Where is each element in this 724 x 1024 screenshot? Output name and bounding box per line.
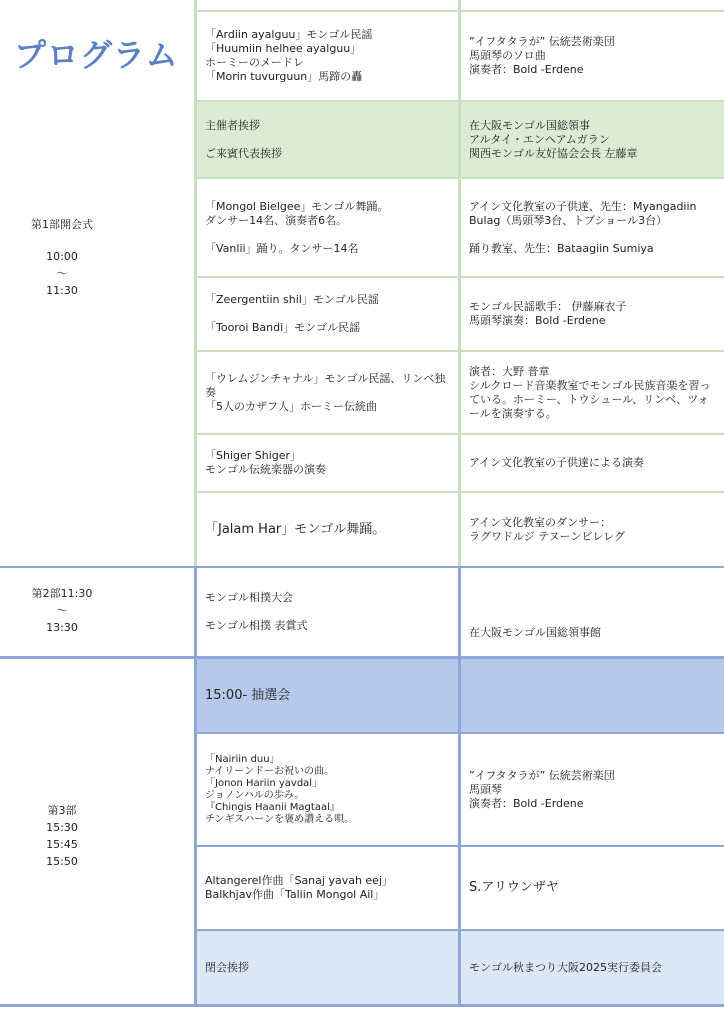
part1-row4-program: 「Zeergentiin shil」モンゴル民謡 「Tooroi Bandi」モンゴル民謡 <box>205 293 379 334</box>
part1-row2-program: 主催者挨拶 ご来賓代表挨拶 <box>205 118 282 160</box>
part1-row7-performer: アイン文化教室のダンサー： ラグワドルジ テヌーンビレレグ <box>469 515 625 543</box>
part3-row1-performer: ”イフタタラが” 伝統芸術楽団 馬頭琴 演奏者：Bold -Erdene <box>469 768 615 810</box>
part3-label: 第3部 15:30 15:45 15:50 <box>46 804 78 868</box>
part1-row6-performer: アイン文化教室の子供達による演奏 <box>469 456 645 469</box>
part1-row6-program: 「Shiger Shiger」 モンゴル伝統楽器の演奏 <box>205 449 326 476</box>
part2-program: モンゴル相撲大会 モンゴル相撲 表賞式 <box>205 591 308 632</box>
part3-row2-performer: S.アリウンザヤ <box>469 880 559 895</box>
part1-row7-program: 「Jalam Har」モンゴル舞踊。 <box>205 521 386 537</box>
part1-row3-program: 「Mongol Bielgee」モンゴル舞踊。 ダンサー14名、演奏者6名。 「Vanlii」踊り。タンサー14名 <box>205 199 389 255</box>
part1-row2-performer: 在大阪モンゴル国総領事 アルタイ・エンヘアムガラン 関西モンゴル友好協会会長 左藤章 <box>469 118 638 160</box>
closing-program: 閉会挨拶 <box>205 960 249 974</box>
part1-row1-program: 「Ardiin ayalguu」モンゴル民謡 「Huumiin helhee ayalguu」 ホーミーのメードレ 「Morin tuvurguun」馬蹄の轟 <box>205 28 373 83</box>
part1-row5-performer: 演者：大野 普章 シルクロード音楽教室でモンゴル民族音楽を習っている。ホーミー、トウシュール、リンベ、ツォールを演奏する。 <box>469 364 711 420</box>
part1-row1-performer: ”イフタタラが” 伝統芸術楽団 馬頭琴のソロ曲 演奏者：Bold -Erdene <box>469 35 615 76</box>
part3-row2-program: Altangerel作曲「Sanaj yavah eej」 Balkhjav作曲「Taliin Mongol Ail」 <box>205 874 394 901</box>
part1-row3-performer: アイン文化教室の子供達、先生：Myangadiin Bulag（馬頭琴3台、トブショール3台） 踊り教室、先生：Bataagiin Sumiya <box>469 199 697 255</box>
part1-label: 第1部開会式 <box>31 218 93 231</box>
page-title: プログラム <box>14 36 179 74</box>
part1-time: 10:00 〜 11:30 <box>46 250 78 297</box>
closing-performer: モンゴル秋まつり大阪2025実行委員会 <box>469 960 662 974</box>
part1-row5-program: 「ウレムジンチャナル」モンゴル民謡、リンベ独奏 「5人のカザフ人」ホーミー伝統曲 <box>205 371 446 413</box>
part3-row1-program: 「Nairiin duu」 ナイリーンドーお祝いの曲。 「Jonon Hariin yavdal」 ジョノンハルの歩み。 『Chingis Haanii Magtaal』 チンギスハーンを褒め讃える唄。 <box>205 753 355 825</box>
part2-label: 第2部11:30 〜 13:30 <box>31 587 93 634</box>
part1-row4-performer: モンゴル民謡歌手： 伊藤麻衣子 馬頭琴演奏：Bold -Erdene <box>469 300 627 327</box>
lottery-label: 15:00- 抽選会 <box>205 687 291 703</box>
part2-performer: 在大阪モンゴル国総領事館 <box>469 626 601 639</box>
